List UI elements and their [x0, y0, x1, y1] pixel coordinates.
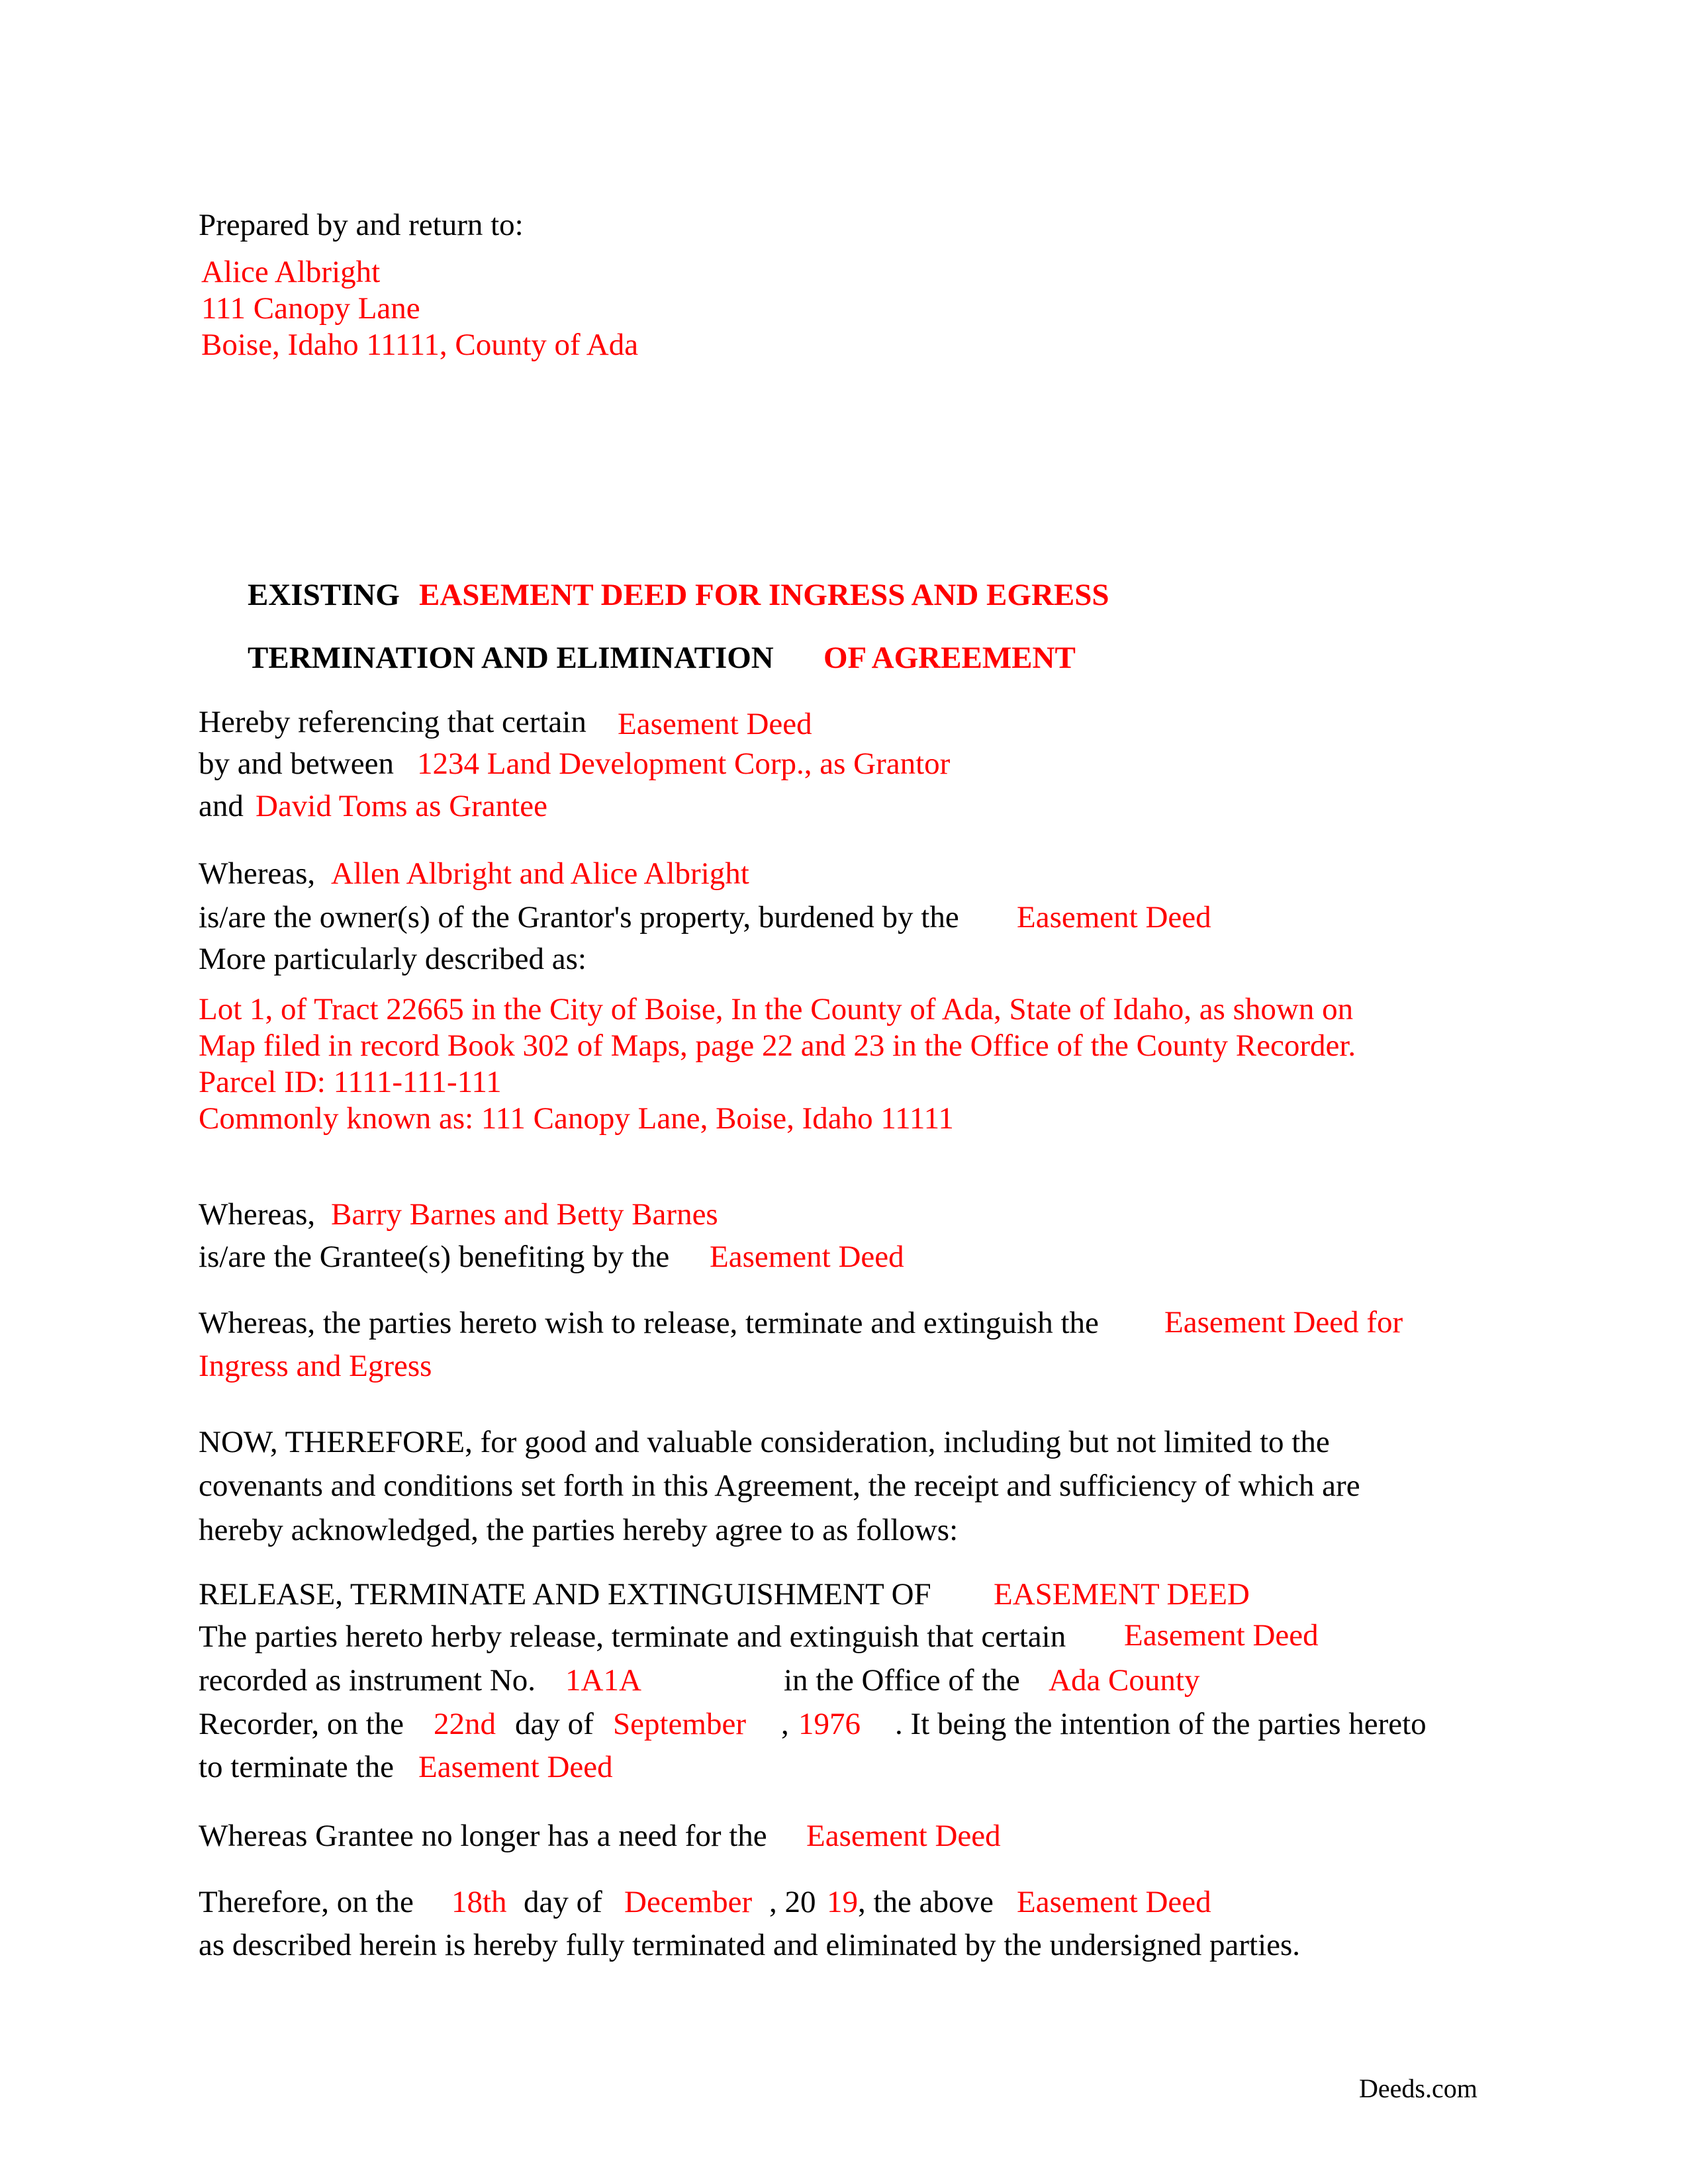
commonly-known: Commonly known as: 111 Canopy Lane, Boise, Idaho 11111: [199, 1101, 954, 1136]
therefore-line-2: as described herein is hereby fully terminated and eliminated by the undersigned parties.: [199, 1928, 1301, 1962]
no-need-value: Easement Deed: [806, 1819, 1001, 1853]
grantor-name: 1234 Land Development Corp., as Grantor: [417, 747, 951, 781]
release-wish-value-2: Ingress and Egress: [199, 1349, 432, 1383]
therefore-label: Therefore, on the: [199, 1885, 414, 1919]
heading-line2-value: OF AGREEMENT: [823, 641, 1076, 675]
terminate-value: Easement Deed: [418, 1750, 613, 1784]
burdened-value: Easement Deed: [1017, 900, 1211, 934]
recorded-month: September: [613, 1707, 746, 1741]
burdened-label: is/are the owner(s) of the Grantor's property, burdened by the: [199, 900, 959, 934]
and-label: and: [199, 789, 244, 823]
grantees-whereas: Whereas,: [199, 1197, 316, 1232]
consideration-line-2: covenants and conditions set forth in this Agreement, the receipt and sufficiency of which are: [199, 1469, 1360, 1503]
consideration-line-1: NOW, THEREFORE, for good and valuable consideration, including but not limited to the: [199, 1425, 1330, 1459]
therefore-day: 18th: [451, 1885, 507, 1919]
grantee-name: David Toms as Grantee: [256, 789, 547, 823]
return-city: Boise, Idaho 11111, County of Ada: [201, 328, 639, 362]
between-label: by and between: [199, 747, 394, 781]
heading-line1-value: EASEMENT DEED FOR INGRESS AND EGRESS: [419, 578, 1109, 612]
benefit-label: is/are the Grantee(s) benefiting by the: [199, 1240, 670, 1274]
legal-line-2: Map filed in record Book 302 of Maps, page 22 and 23 in the Office of the County Recorder.: [199, 1028, 1356, 1063]
intent-text: . It being the intention of the parties hereto: [895, 1707, 1427, 1741]
return-name: Alice Albright: [201, 255, 381, 289]
instrument-number: 1A1A: [565, 1663, 641, 1698]
therefore-day-of: day of: [524, 1885, 602, 1919]
instrument-label: recorded as instrument No.: [199, 1663, 536, 1698]
prepared-by-label: Prepared by and return to:: [199, 208, 524, 242]
recorder-label: Recorder, on the: [199, 1707, 404, 1741]
therefore-year-prefix: , 20: [769, 1885, 816, 1919]
no-need-label: Whereas Grantee no longer has a need for the: [199, 1819, 767, 1853]
return-street: 111 Canopy Lane: [201, 291, 420, 326]
owners-whereas: Whereas,: [199, 856, 316, 891]
heading-line1-label: EXISTING: [248, 578, 400, 612]
release-heading-value: EASEMENT DEED: [994, 1577, 1250, 1612]
reference-label: Hereby referencing that certain: [199, 705, 586, 739]
grantees-names: Barry Barnes and Betty Barnes: [331, 1197, 718, 1232]
recorded-year: 1976: [798, 1707, 861, 1741]
therefore-year-suffix: 19: [827, 1885, 858, 1919]
reference-instrument: Easement Deed: [618, 707, 812, 741]
benefit-value: Easement Deed: [710, 1240, 904, 1274]
therefore-value: Easement Deed: [1017, 1885, 1211, 1919]
owners-names: Allen Albright and Alice Albright: [331, 856, 749, 891]
therefore-above: , the above: [858, 1885, 994, 1919]
heading-line2-label: TERMINATION AND ELIMINATION: [248, 641, 774, 675]
release-line-1-value: Easement Deed: [1124, 1618, 1319, 1653]
legal-line-1: Lot 1, of Tract 22665 in the City of Boise, In the County of Ada, State of Idaho, as shown on: [199, 992, 1354, 1026]
release-line-1-label: The parties hereto herby release, terminate and extinguish that certain: [199, 1619, 1066, 1654]
recorded-day-of: day of: [515, 1707, 594, 1741]
consideration-line-3: hereby acknowledged, the parties hereby agree to as follows:: [199, 1513, 959, 1547]
described-label: More particularly described as:: [199, 942, 586, 976]
terminate-label: to terminate the: [199, 1750, 394, 1784]
release-heading: RELEASE, TERMINATE AND EXTINGUISHMENT OF: [199, 1577, 931, 1612]
footer-brand: Deeds.com: [1359, 2073, 1477, 2103]
office-label: in the Office of the: [784, 1663, 1020, 1698]
therefore-month: December: [624, 1885, 753, 1919]
release-wish-value-1: Easement Deed for: [1164, 1305, 1403, 1340]
recorded-comma: ,: [781, 1707, 789, 1741]
recorded-day: 22nd: [434, 1707, 496, 1741]
parcel-id: Parcel ID: 1111-111-111: [199, 1065, 502, 1099]
county-name: Ada County: [1049, 1663, 1200, 1698]
release-wish-label: Whereas, the parties hereto wish to release, terminate and extinguish the: [199, 1306, 1099, 1340]
